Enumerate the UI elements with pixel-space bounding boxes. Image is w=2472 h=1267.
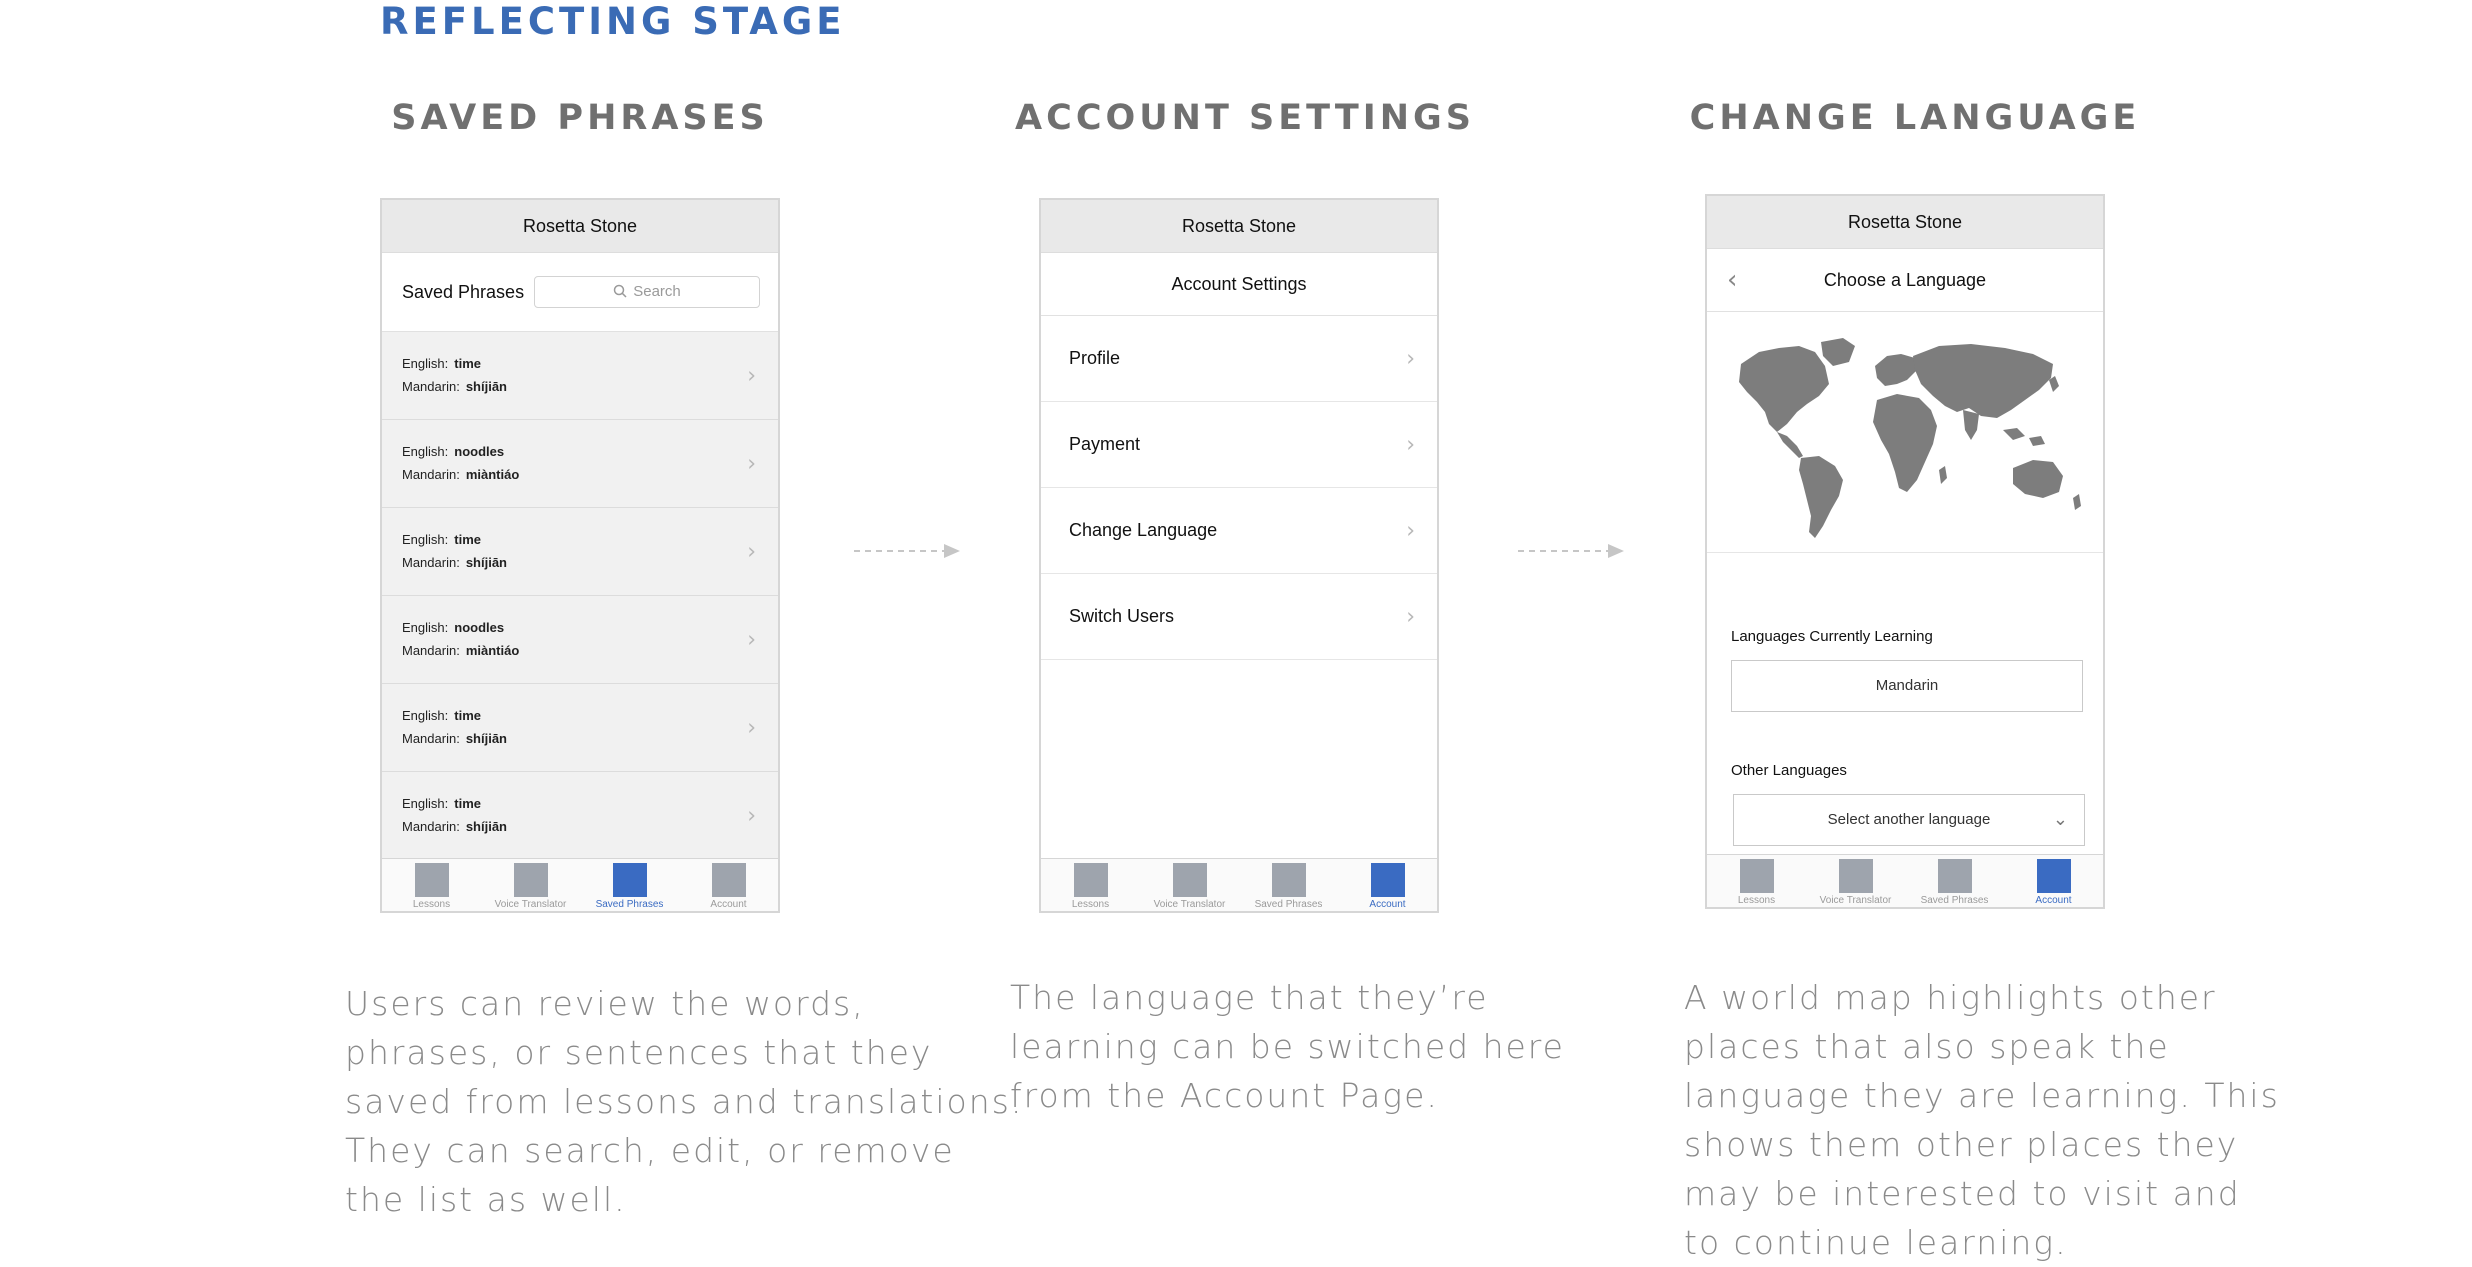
- tab-label: Voice Translator: [1153, 899, 1226, 910]
- app-header: Rosetta Stone: [1707, 196, 2103, 249]
- mandarin-word: shíjiān: [465, 555, 507, 570]
- column-title-change-language: CHANGE LANGUAGE: [1689, 98, 2141, 138]
- mandarin-word: shíjiān: [465, 819, 507, 834]
- lessons-icon: [415, 863, 449, 897]
- current-languages-label: Languages Currently Learning: [1731, 628, 1933, 645]
- mandarin-word: shíjiān: [465, 379, 507, 394]
- mandarin-label: Mandarin:: [402, 819, 460, 834]
- saved-phrases-icon: [1272, 863, 1306, 897]
- chevron-down-icon: ⌄: [2052, 809, 2068, 830]
- description-line: may be interested to visit and: [1684, 1174, 2241, 1213]
- tab-lessons[interactable]: [1707, 855, 1806, 907]
- description-saved-phrases: [345, 979, 1023, 1224]
- saved-phrases-icon: [613, 863, 647, 897]
- voice-translator-icon: [514, 863, 548, 897]
- english-word: time: [454, 532, 481, 547]
- description-account-settings: [1010, 973, 1565, 1120]
- account-icon: [712, 863, 746, 897]
- phrase-row[interactable]: [382, 596, 778, 684]
- tab-label: Saved Phrases: [595, 899, 664, 910]
- mandarin-word: miàntiáo: [465, 467, 520, 482]
- settings-item-label: Payment: [1069, 434, 1141, 454]
- chevron-right-icon: ›: [747, 363, 756, 388]
- tab-bar: [1707, 854, 2103, 907]
- mandarin-word: miàntiáo: [465, 643, 520, 658]
- phrase-row[interactable]: [382, 508, 778, 596]
- tab-lessons[interactable]: [1041, 859, 1140, 911]
- description-line: Users can review the words,: [345, 984, 865, 1023]
- chevron-right-icon: ›: [747, 715, 756, 740]
- tab-label: Saved Phrases: [1920, 895, 1989, 906]
- tab-lessons[interactable]: [382, 859, 481, 911]
- settings-item-profile[interactable]: [1041, 316, 1437, 402]
- account-icon: [2037, 859, 2071, 893]
- lessons-icon: [1740, 859, 1774, 893]
- english-word: time: [454, 796, 481, 811]
- search-input[interactable]: [534, 276, 760, 308]
- column-title-account-settings: ACCOUNT SETTINGS: [1015, 98, 1475, 138]
- mandarin-label: Mandarin:: [402, 555, 460, 570]
- settings-item-label: Change Language: [1069, 520, 1218, 540]
- settings-item-switch-users[interactable]: [1041, 574, 1437, 660]
- phrase-row[interactable]: [382, 420, 778, 508]
- language-select-dropdown[interactable]: [1733, 794, 2085, 846]
- english-label: English:: [402, 708, 449, 723]
- english-label: English:: [402, 356, 449, 371]
- tab-label: Account: [1369, 899, 1406, 910]
- tab-label: Lessons: [412, 899, 451, 910]
- tab-bar: [382, 858, 778, 911]
- mandarin-label: Mandarin:: [402, 643, 460, 658]
- other-languages-label: Other Languages: [1731, 762, 1847, 779]
- mandarin-label: Mandarin:: [402, 731, 460, 746]
- phrase-row[interactable]: [382, 684, 778, 772]
- description-line: The language that they’re: [1010, 978, 1489, 1017]
- voice-translator-icon: [1839, 859, 1873, 893]
- back-chevron-icon[interactable]: ‹: [1727, 265, 1738, 295]
- tab-label: Voice Translator: [494, 899, 567, 910]
- english-label: English:: [402, 444, 449, 459]
- description-line: from the Account Page.: [1010, 1076, 1439, 1115]
- english-label: English:: [402, 620, 449, 635]
- description-line: phrases, or sentences that they: [345, 1033, 933, 1072]
- tab-label: Voice Translator: [1819, 895, 1892, 906]
- description-line: language they are learning. This: [1684, 1076, 2280, 1115]
- tab-saved-phrases[interactable]: [1239, 859, 1338, 911]
- mandarin-word: shíjiān: [465, 731, 507, 746]
- description-line: saved from lessons and translations.: [345, 1082, 1024, 1121]
- tab-voice-translator[interactable]: [481, 859, 580, 911]
- tab-label: Account: [710, 899, 747, 910]
- description-line: A world map highlights other: [1684, 978, 2217, 1017]
- english-word: time: [454, 356, 481, 371]
- app-header: Rosetta Stone: [382, 200, 778, 253]
- description-line: places that also speak the: [1684, 1027, 2170, 1066]
- description-line: They can search, edit, or remove: [345, 1131, 955, 1170]
- voice-translator-icon: [1173, 863, 1207, 897]
- phrase-row[interactable]: [382, 332, 778, 420]
- chevron-right-icon: ›: [1406, 518, 1415, 543]
- tab-voice-translator[interactable]: [1140, 859, 1239, 911]
- app-header: Rosetta Stone: [1041, 200, 1437, 253]
- tab-account[interactable]: [1338, 859, 1437, 911]
- description-line: the list as well.: [345, 1180, 627, 1219]
- settings-item-payment[interactable]: [1041, 402, 1437, 488]
- chevron-right-icon: ›: [1406, 346, 1415, 371]
- description-change-language: [1684, 973, 2280, 1267]
- tab-label: Lessons: [1737, 895, 1776, 906]
- chevron-right-icon: ›: [747, 627, 756, 652]
- saved-phrases-title: Saved Phrases: [402, 282, 525, 302]
- english-label: English:: [402, 796, 449, 811]
- chevron-right-icon: ›: [747, 803, 756, 828]
- saved-phrases-toolbar: [382, 253, 778, 332]
- settings-item-label: Profile: [1069, 348, 1121, 368]
- flow-arrow-icon: [852, 540, 964, 562]
- mandarin-label: Mandarin:: [402, 467, 460, 482]
- chevron-right-icon: ›: [1406, 432, 1415, 457]
- phrase-row[interactable]: [382, 772, 778, 860]
- description-line: to continue learning.: [1684, 1223, 2068, 1262]
- english-word: noodles: [454, 444, 505, 459]
- column-title-saved-phrases: SAVED PHRASES: [391, 98, 769, 138]
- chevron-right-icon: ›: [747, 451, 756, 476]
- settings-item-change-language[interactable]: [1041, 488, 1437, 574]
- account-settings-title: Account Settings: [1041, 253, 1437, 316]
- tab-saved-phrases[interactable]: [1905, 855, 2004, 907]
- phrase-list: [382, 332, 778, 860]
- tab-saved-phrases[interactable]: [580, 859, 679, 911]
- settings-item-label: Switch Users: [1069, 606, 1175, 626]
- phone-change-language: [1705, 194, 2105, 909]
- flow-arrow-icon: [1516, 540, 1628, 562]
- chevron-right-icon: ›: [1406, 604, 1415, 629]
- language-select-placeholder: Select another language: [1827, 811, 1991, 828]
- mandarin-label: Mandarin:: [402, 379, 460, 394]
- tab-label: Saved Phrases: [1254, 899, 1323, 910]
- world-map-icon: [1707, 312, 2105, 552]
- search-icon: [613, 284, 627, 298]
- saved-phrases-icon: [1938, 859, 1972, 893]
- description-line: learning can be switched here: [1010, 1027, 1565, 1066]
- account-icon: [1371, 863, 1405, 897]
- english-label: English:: [402, 532, 449, 547]
- search-placeholder: Search: [633, 283, 681, 300]
- world-map: [1707, 312, 2103, 553]
- phone-account-settings: [1039, 198, 1439, 913]
- tab-label: Account: [2035, 895, 2072, 906]
- choose-language-bar: [1707, 249, 2103, 312]
- lessons-icon: [1074, 863, 1108, 897]
- chevron-right-icon: ›: [747, 539, 756, 564]
- current-language-field[interactable]: Mandarin: [1731, 660, 2083, 712]
- tab-label: Lessons: [1071, 899, 1110, 910]
- english-word: noodles: [454, 620, 505, 635]
- description-line: shows them other places they: [1684, 1125, 2239, 1164]
- tab-bar: [1041, 858, 1437, 911]
- tab-voice-translator[interactable]: [1806, 855, 1905, 907]
- stage-title: REFLECTING STAGE: [380, 0, 846, 43]
- english-word: time: [454, 708, 481, 723]
- choose-language-title: Choose a Language: [1823, 270, 1987, 290]
- tab-account[interactable]: [2004, 855, 2103, 907]
- phone-saved-phrases: [380, 198, 780, 913]
- tab-account[interactable]: [679, 859, 778, 911]
